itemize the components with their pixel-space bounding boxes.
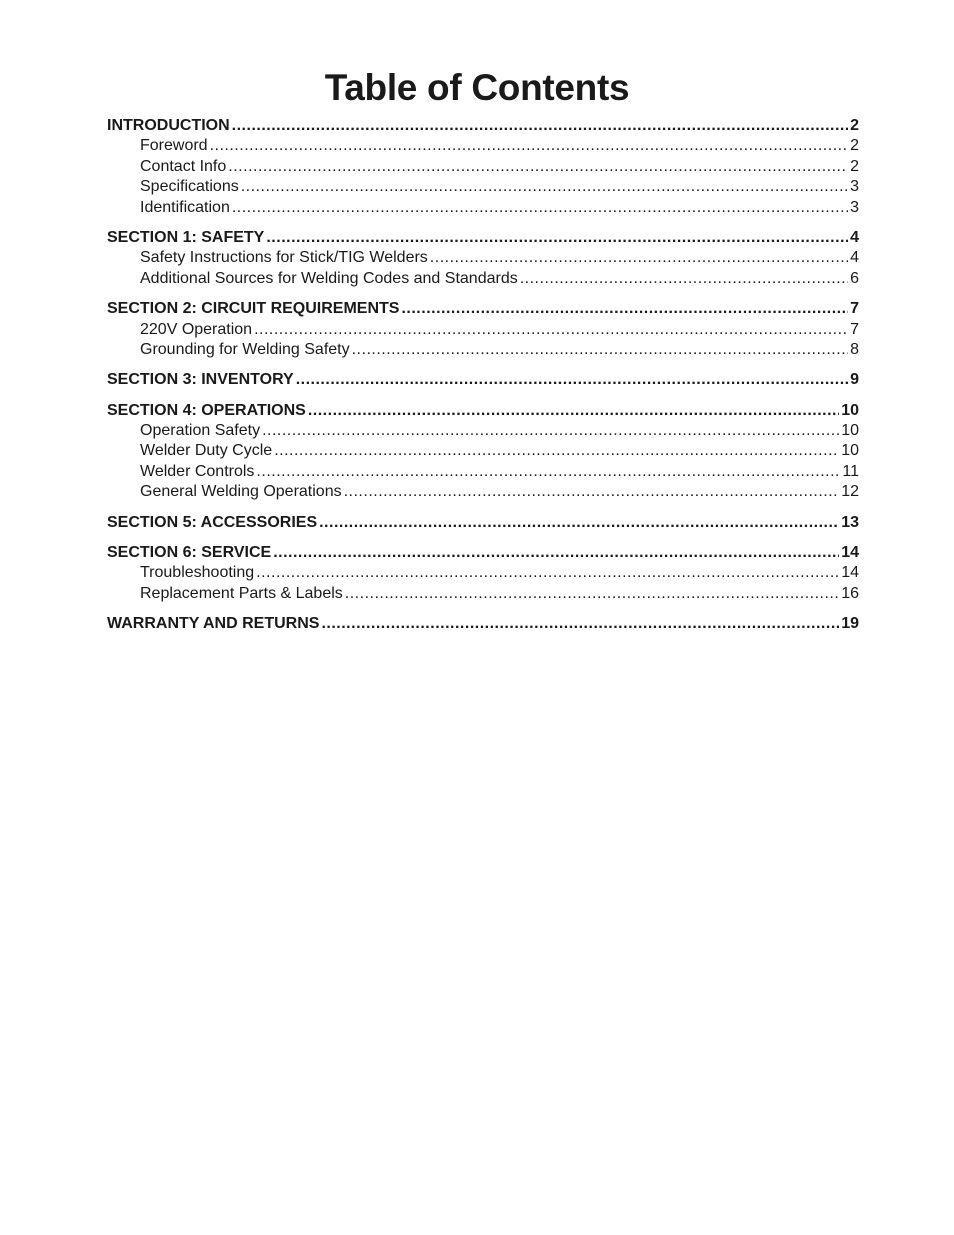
toc-dot-leader xyxy=(430,248,848,268)
toc-dot-leader xyxy=(266,228,848,248)
toc-section-inventory xyxy=(107,370,859,390)
toc-entry-specifications[interactable] xyxy=(107,177,859,197)
toc-dot-leader xyxy=(241,177,848,197)
toc-entry-label: Safety Instructions for Stick/TIG Welders xyxy=(140,249,428,267)
toc-heading-label: SECTION 6: SERVICE xyxy=(107,544,272,562)
toc-entry-label: Foreword xyxy=(140,137,208,155)
toc-entry-troubleshooting[interactable] xyxy=(107,563,859,583)
toc-section-operations xyxy=(107,401,859,503)
toc-page-number: 10 xyxy=(841,442,859,460)
toc-entry-220v-operation[interactable] xyxy=(107,320,859,340)
toc-dot-leader xyxy=(274,441,839,461)
toc-heading-label: SECTION 5: ACCESSORIES xyxy=(107,513,318,531)
toc-entry-label: Contact Info xyxy=(140,157,227,175)
toc-heading-label: SECTION 2: CIRCUIT REQUIREMENTS xyxy=(107,300,400,318)
toc-dot-leader xyxy=(256,462,840,482)
toc-page-number: 19 xyxy=(841,615,859,633)
toc-dot-leader xyxy=(210,136,849,156)
toc-dot-leader xyxy=(273,543,839,563)
page-title: Table of Contents xyxy=(324,67,630,108)
toc-entry-label: Identification xyxy=(140,198,230,216)
toc-dot-leader xyxy=(344,482,840,502)
toc-dot-leader xyxy=(256,563,839,583)
toc-page-number: 7 xyxy=(850,320,859,338)
toc-page-number: 13 xyxy=(841,513,859,531)
toc-entry-welder-duty-cycle[interactable] xyxy=(107,441,859,461)
toc-page-number: 2 xyxy=(850,157,859,175)
toc-entry-label: Troubleshooting xyxy=(140,564,255,582)
toc-page-number: 10 xyxy=(841,401,859,419)
toc-entry-label: Additional Sources for Welding Codes and Standards xyxy=(140,269,518,287)
toc-section-accessories xyxy=(107,513,859,533)
toc-page-number: 11 xyxy=(842,462,859,480)
toc-page-number: 2 xyxy=(850,117,859,134)
toc-dot-leader xyxy=(262,421,839,441)
toc-dot-leader xyxy=(232,198,848,218)
toc-entry-label: Grounding for Welding Safety xyxy=(140,340,350,358)
toc-page-number: 3 xyxy=(850,178,859,196)
toc-entry-label: Specifications xyxy=(140,178,239,196)
toc-section-circuit-requirements xyxy=(107,299,859,360)
toc-heading-inventory[interactable] xyxy=(107,370,859,390)
toc-page-number: 4 xyxy=(850,249,859,267)
toc-entry-safety-instructions[interactable] xyxy=(107,248,859,268)
toc-section-warranty xyxy=(107,614,859,634)
toc-page-number: 3 xyxy=(850,198,859,216)
toc-dot-leader xyxy=(228,157,848,177)
toc-entry-foreword[interactable] xyxy=(107,136,859,156)
toc-heading-introduction[interactable] xyxy=(107,116,859,136)
toc-entry-additional-sources[interactable] xyxy=(107,269,859,289)
toc-entry-label: Welder Controls xyxy=(140,462,255,480)
toc-page-number: 10 xyxy=(841,422,859,440)
toc-dot-leader xyxy=(232,116,848,136)
toc-heading-label: INTRODUCTION xyxy=(107,117,230,134)
toc-entry-label: General Welding Operations xyxy=(140,483,342,501)
toc-page-number: 8 xyxy=(850,340,859,358)
toc-entry-label: Replacement Parts & Labels xyxy=(140,584,343,602)
toc-dot-leader xyxy=(319,513,839,533)
toc-heading-circuit-requirements[interactable] xyxy=(107,299,859,319)
toc-page-number: 14 xyxy=(841,564,859,582)
toc-section-service xyxy=(107,543,859,604)
toc-page-number: 2 xyxy=(850,137,859,155)
toc-page-number: 14 xyxy=(841,544,859,562)
toc-entry-label: 220V Operation xyxy=(140,320,253,338)
toc-heading-warranty[interactable] xyxy=(107,614,859,634)
table-of-contents xyxy=(107,116,859,645)
toc-page-number: 4 xyxy=(850,228,859,246)
toc-entry-replacement-parts[interactable] xyxy=(107,584,859,604)
toc-entry-label: Welder Duty Cycle xyxy=(140,442,273,460)
toc-heading-label: SECTION 1: SAFETY xyxy=(107,228,265,246)
toc-dot-leader xyxy=(352,340,848,360)
toc-dot-leader xyxy=(296,370,848,390)
toc-page-number: 9 xyxy=(850,371,859,389)
toc-heading-label: SECTION 3: INVENTORY xyxy=(107,371,294,389)
toc-section-introduction xyxy=(107,116,859,218)
toc-entry-welder-controls[interactable] xyxy=(107,462,859,482)
toc-dot-leader xyxy=(254,320,848,340)
toc-entry-contact-info[interactable] xyxy=(107,157,859,177)
toc-page-number: 7 xyxy=(850,300,859,318)
toc-page-number: 6 xyxy=(850,269,859,287)
toc-heading-operations[interactable] xyxy=(107,401,859,421)
toc-entry-label: Operation Safety xyxy=(140,422,261,440)
toc-heading-accessories[interactable] xyxy=(107,513,859,533)
toc-heading-service[interactable] xyxy=(107,543,859,563)
toc-dot-leader xyxy=(308,401,839,421)
toc-heading-label: SECTION 4: OPERATIONS xyxy=(107,401,306,419)
toc-dot-leader xyxy=(345,584,839,604)
toc-page-number: 12 xyxy=(841,483,859,501)
toc-section-safety xyxy=(107,228,859,289)
toc-entry-operation-safety[interactable] xyxy=(107,421,859,441)
toc-heading-safety[interactable] xyxy=(107,228,859,248)
toc-entry-identification[interactable] xyxy=(107,198,859,218)
toc-dot-leader xyxy=(520,269,848,289)
toc-page-number: 16 xyxy=(841,584,859,602)
toc-entry-grounding[interactable] xyxy=(107,340,859,360)
toc-dot-leader xyxy=(321,614,839,634)
toc-heading-label: WARRANTY AND RETURNS xyxy=(107,615,320,633)
toc-entry-general-welding-operations[interactable] xyxy=(107,482,859,502)
toc-dot-leader xyxy=(401,299,848,319)
